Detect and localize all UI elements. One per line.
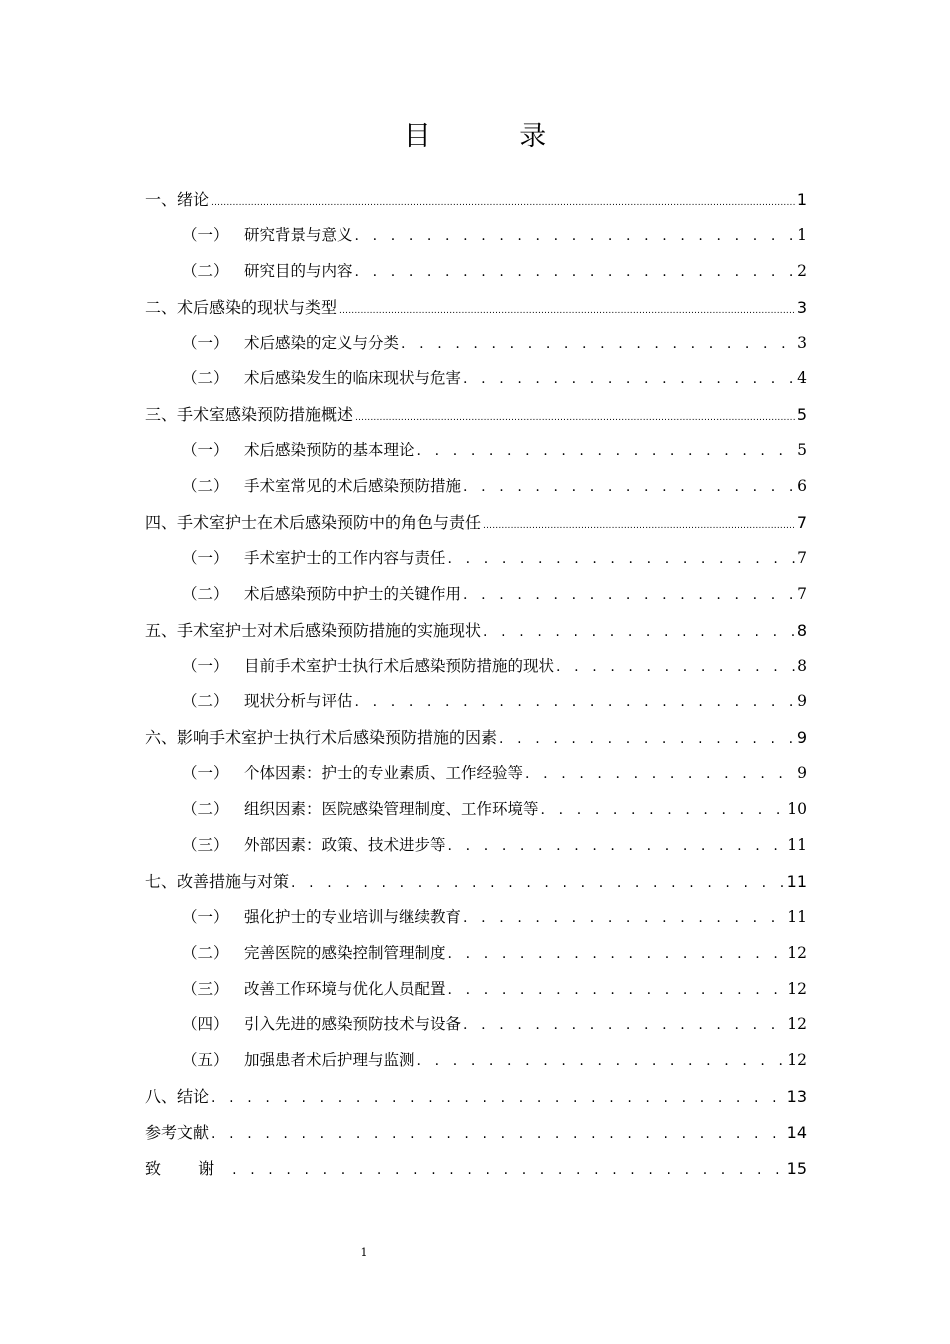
toc-entry[interactable] (145, 361, 807, 397)
toc-entry-number: （五） (182, 1051, 229, 1070)
toc-entry-title: 术后感染预防中护士的关键作用 (244, 584, 462, 603)
toc-entry-title: 六、影响手术室护士执行术后感染预防措施的因素 (145, 728, 498, 748)
toc-entry[interactable] (145, 684, 807, 720)
toc-entry-page: 4 (797, 369, 807, 388)
toc-entry-page: 14 (786, 1123, 807, 1143)
dot-leader (448, 829, 786, 865)
toc-entry-number: （二） (182, 800, 229, 819)
toc-entry-page: 15 (786, 1159, 807, 1179)
table-of-contents (145, 182, 807, 1187)
toc-entry-page: 11 (787, 907, 807, 926)
toc-entry[interactable] (145, 182, 807, 218)
dot-leader (483, 509, 795, 545)
toc-entry-number: （一） (182, 225, 229, 244)
toc-entry-title: 八、结论 (145, 1087, 210, 1107)
dot-leader (463, 362, 795, 398)
toc-entry-number: （二） (182, 584, 229, 603)
dot-leader (463, 1008, 785, 1044)
toc-entry-title: 强化护士的专业培训与继续教育 (244, 907, 462, 926)
toc-entry[interactable] (145, 326, 807, 362)
toc-entry-number: （一） (182, 907, 229, 926)
toc-entry-page: 2 (797, 261, 807, 280)
toc-entry-title: 目前手术室护士执行术后感染预防措施的现状 (244, 656, 555, 675)
toc-entry-page: 9 (796, 728, 807, 748)
toc-entry-title: 致 谢 (145, 1159, 231, 1179)
toc-entry[interactable] (145, 900, 807, 936)
toc-entry-page: 3 (797, 333, 807, 352)
toc-entry[interactable] (145, 290, 807, 326)
toc-entry[interactable] (145, 469, 807, 505)
dot-leader (417, 434, 796, 470)
toc-entry-page: 7 (797, 548, 807, 567)
dot-leader (401, 327, 795, 363)
toc-entry[interactable] (145, 972, 807, 1008)
toc-entry[interactable] (145, 828, 807, 864)
page-number: 1 (360, 1246, 368, 1259)
toc-entry[interactable] (145, 541, 807, 577)
toc-entry-page: 12 (787, 943, 807, 962)
toc-entry-page: 5 (797, 441, 807, 460)
toc-entry-page: 12 (787, 1051, 807, 1070)
toc-entry-page: 10 (787, 800, 807, 819)
toc-entry-title: 现状分析与评估 (244, 692, 353, 711)
toc-entry-number: （一） (182, 548, 229, 567)
toc-entry-page: 11 (787, 836, 807, 855)
toc-entry-page: 13 (786, 1087, 807, 1107)
dot-leader (211, 1117, 785, 1153)
dot-leader (232, 1153, 785, 1189)
toc-entry-title: 参考文献 (145, 1123, 210, 1143)
toc-entry[interactable] (145, 577, 807, 613)
toc-entry-number: （一） (182, 333, 229, 352)
toc-entry-page: 9 (797, 692, 807, 711)
toc-entry[interactable] (145, 1079, 807, 1115)
dot-leader (483, 615, 795, 651)
toc-entry-number: （三） (182, 836, 229, 855)
toc-entry-number: （二） (182, 369, 229, 388)
toc-entry-title: 手术室护士的工作内容与责任 (244, 548, 446, 567)
toc-entry-page: 7 (796, 513, 807, 533)
dot-leader (417, 1044, 786, 1080)
toc-entry[interactable] (145, 936, 807, 972)
toc-entry-title: 一、绪论 (145, 190, 210, 209)
toc-entry-title: 四、手术室护士在术后感染预防中的角色与责任 (145, 513, 482, 533)
toc-entry-number: （一） (182, 441, 229, 460)
toc-entry[interactable] (145, 649, 807, 685)
toc-entry-number: （一） (182, 764, 229, 783)
toc-entry-page: 7 (797, 584, 807, 603)
toc-entry-title: 术后感染发生的临床现状与危害 (244, 369, 462, 388)
dot-leader (355, 401, 795, 437)
toc-entry[interactable] (145, 864, 807, 900)
toc-entry-title: 手术室常见的术后感染预防措施 (244, 477, 462, 496)
toc-entry[interactable] (145, 1043, 807, 1079)
dot-leader (463, 901, 785, 937)
toc-entry-title: 术后感染预防的基本理论 (244, 441, 415, 460)
toc-entry-title: 引入先进的感染预防技术与设备 (244, 1015, 462, 1034)
toc-entry-number: （二） (182, 692, 229, 711)
dot-leader (499, 722, 795, 758)
toc-entry-page: 1 (796, 190, 807, 209)
toc-entry[interactable] (145, 218, 807, 254)
toc-entry-number: （二） (182, 477, 229, 496)
toc-entry-title: 二、术后感染的现状与类型 (145, 297, 338, 317)
toc-title: 目 录 (403, 121, 587, 152)
dot-leader (463, 578, 795, 614)
dot-leader (211, 186, 795, 222)
dot-leader (525, 757, 795, 793)
toc-entry-page: 3 (796, 297, 807, 317)
dot-leader (463, 470, 795, 506)
toc-entry-title: 七、改善措施与对策 (145, 871, 290, 891)
toc-entry[interactable] (145, 1115, 807, 1151)
dot-leader (556, 650, 795, 686)
dot-leader (355, 219, 796, 255)
toc-entry[interactable] (145, 1007, 807, 1043)
toc-entry-number: （三） (182, 979, 229, 998)
toc-entry-title: 加强患者术后护理与监测 (244, 1051, 415, 1070)
toc-entry-page: 11 (786, 871, 807, 891)
toc-entry-title: 改善工作环境与优化人员配置 (244, 979, 446, 998)
toc-entry[interactable] (145, 254, 807, 290)
toc-entry-title: 术后感染的定义与分类 (244, 333, 400, 352)
toc-entry-number: （四） (182, 1015, 229, 1034)
dot-leader (355, 255, 796, 291)
toc-entry-title: 研究目的与内容 (244, 261, 353, 280)
toc-entry[interactable] (145, 792, 807, 828)
toc-entry-title: 组织因素：医院感染管理制度、工作环境等 (244, 800, 539, 819)
toc-entry-title: 个体因素：护士的专业素质、工作经验等 (244, 764, 524, 783)
toc-entry-page: 12 (787, 979, 807, 998)
toc-entry-page: 6 (797, 477, 807, 496)
toc-entry[interactable] (145, 756, 807, 792)
toc-entry-title: 三、手术室感染预防措施概述 (145, 405, 354, 425)
dot-leader (355, 685, 796, 721)
toc-entry[interactable] (145, 613, 807, 649)
dot-leader (448, 542, 796, 578)
dot-leader (448, 937, 786, 973)
toc-entry-title: 完善医院的感染控制管理制度 (244, 943, 446, 962)
toc-entry-title: 研究背景与意义 (244, 225, 353, 244)
dot-leader (211, 1081, 785, 1117)
toc-entry-page: 8 (796, 620, 807, 640)
toc-entry-number: （二） (182, 261, 229, 280)
dot-leader (339, 294, 795, 330)
toc-entry-page: 8 (797, 656, 807, 675)
dot-leader (291, 866, 785, 902)
toc-entry-page: 5 (796, 405, 807, 425)
toc-entry-number: （一） (182, 656, 229, 675)
dot-leader (541, 793, 786, 829)
toc-entry[interactable] (145, 505, 807, 541)
toc-entry-number: （二） (182, 943, 229, 962)
toc-entry[interactable] (145, 1151, 807, 1187)
toc-entry[interactable] (145, 397, 807, 433)
toc-entry-page: 12 (787, 1015, 807, 1034)
toc-entry-title: 外部因素：政策、技术进步等 (244, 836, 446, 855)
toc-entry[interactable] (145, 433, 807, 469)
toc-entry-page: 9 (797, 764, 807, 783)
toc-entry-page: 1 (797, 225, 807, 244)
toc-entry-title: 五、手术室护士对术后感染预防措施的实施现状 (145, 620, 482, 640)
toc-entry[interactable] (145, 720, 807, 756)
dot-leader (448, 973, 786, 1009)
